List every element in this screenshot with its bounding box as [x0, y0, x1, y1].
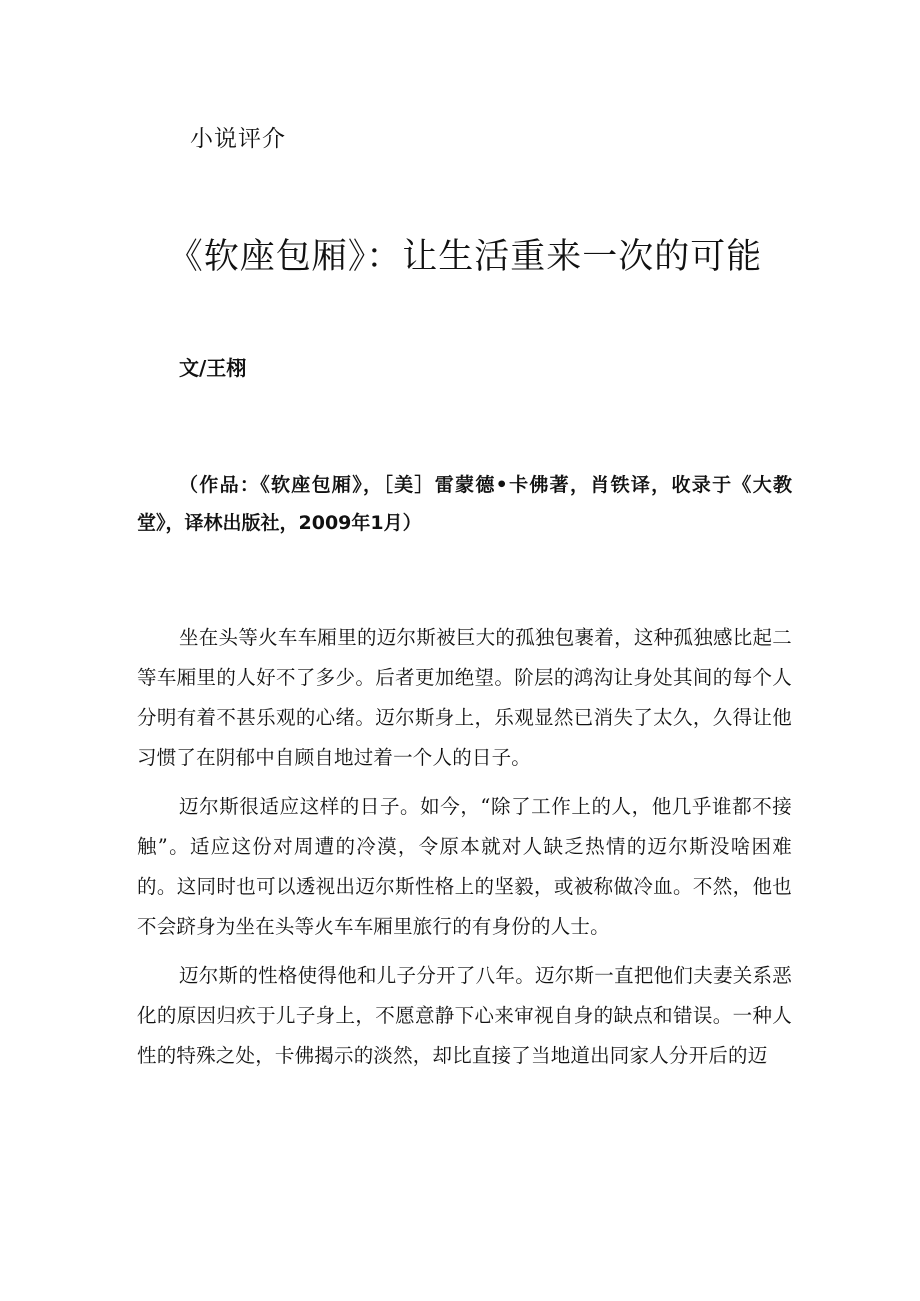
article-title: 《软座包厢》：让生活重来一次的可能	[167, 237, 763, 277]
source-note: （作品：《软座包厢》，［美］雷蒙德•卡佛著，肖铁译，收录于《大教堂》，译林出版社，2009年1月）	[137, 474, 792, 534]
body-paragraph: 坐在头等火车车厢里的迈尔斯被巨大的孤独包裹着，这种孤独感比起二等车厢里的人好不了多少。后者更加绝望。阶层的鸿沟让身处其间的每个人分明有着不甚乐观的心绪。迈尔斯身上，乐观显然已消失了太久，久得让他习惯了在阴郁中自顾自地过着一个人的日子。	[137, 626, 792, 769]
article-body	[137, 618, 792, 1085]
body-paragraph: 迈尔斯很适应这样的日子。如今，“除了工作上的人，他几乎谁都不接触”。适应这份对周遭的冷漠，令原本就对人缺乏热情的迈尔斯没啥困难的。这同时也可以透视出迈尔斯性格上的坚毅，或被称做冷血。不然，他也不会跻身为坐在头等火车车厢里旅行的有身份的人士。	[137, 795, 792, 938]
body-paragraph: 迈尔斯的性格使得他和儿子分开了八年。迈尔斯一直把他们夫妻关系恶化的原因归疚于儿子身上，不愿意静下心来审视自身的缺点和错误。一种人性的特殊之处，卡佛揭示的淡然，却比直接了当地道出同家人分开后的迈	[137, 964, 792, 1067]
column-label: 小说评介	[190, 126, 286, 152]
author-byline: 文/王栩	[179, 356, 247, 380]
